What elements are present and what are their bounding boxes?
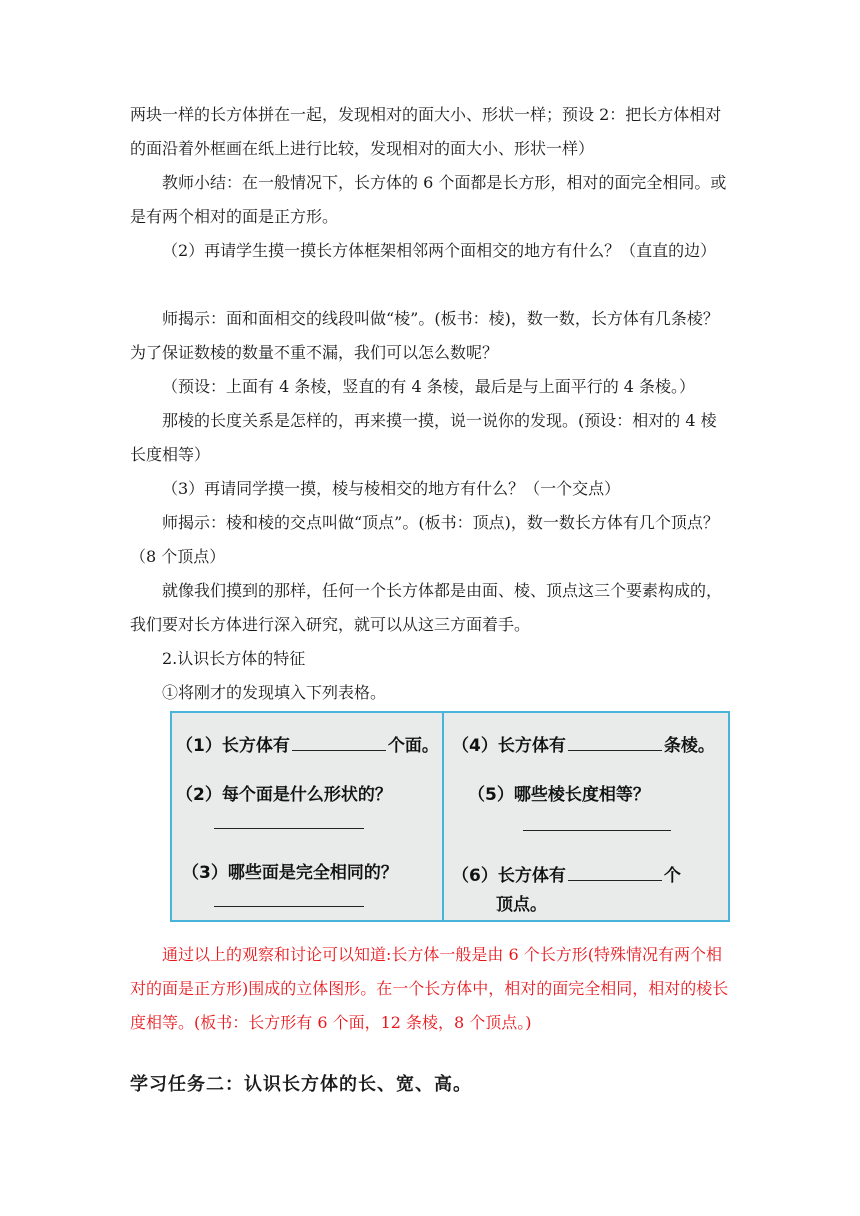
question-faces-label: （1）长方体有: [176, 736, 290, 756]
paragraph-question-2: （2）再请学生摸一摸长方体框架相邻两个面相交的地方有什么？（直直的边）: [162, 241, 717, 260]
question-edges-label: （4）长方体有: [452, 736, 566, 756]
question-identical-faces: （3）哪些面是完全相同的？: [182, 863, 398, 883]
answer-line-identical-faces: [214, 906, 364, 907]
question-face-shape: （2）每个面是什么形状的？: [176, 785, 392, 805]
paragraph-elements: 就像我们摸到的那样，任何一个长方体都是由面、棱、顶点这三个要素构成的，我们要对长方体进行深入研究，就可以从这三方面着手。: [130, 581, 723, 634]
worksheet-figure: [170, 711, 730, 922]
task-two-heading: 学习任务二：认识长方体的长、宽、高。: [130, 1074, 472, 1095]
answer-blank-vertices: [568, 866, 662, 881]
answer-line-equal-edges: [523, 830, 671, 831]
answer-line-face-shape: [214, 828, 364, 829]
question-equal-edges: （5）哪些棱长度相等？: [468, 785, 650, 805]
answer-blank-faces: [292, 736, 386, 751]
question-vertices-label: （6）长方体有: [452, 866, 566, 886]
question-faces: [176, 731, 439, 756]
question-faces-suffix: 个面。: [387, 736, 439, 756]
question-vertices: [452, 861, 681, 886]
question-edges: [452, 731, 715, 756]
paragraph-edge-reveal: 师揭示：面和面相交的线段叫做“棱”。(板书：棱)，数一数，长方体有几条棱？为了保证数棱的数量不重不漏，我们可以怎么数呢？: [130, 309, 719, 362]
figure-divider: [442, 713, 444, 920]
question-vertices-end: 顶点。: [496, 895, 547, 915]
paragraph-teacher-summary: 教师小结：在一般情况下，长方体的 6 个面都是长方形，相对的面完全相同。或是有两个相对的面是正方形。: [130, 173, 727, 226]
paragraph-preset: 两块一样的长方体拼在一起，发现相对的面大小、形状一样；预设 2：把长方体相对的面沿着外框画在纸上进行比较，发现相对的面大小、形状一样）: [130, 105, 722, 158]
question-vertices-suffix: 个: [663, 866, 681, 886]
conclusion-paragraph: 通过以上的观察和讨论可以知道:长方体一般是由 6 个长方形(特殊情况有两个相对的面是正方形)围成的立体图形。在一个长方体中，相对的面完全相同，相对的棱长度相等。(板书：长方形有 6 个面，12 条棱，8 个顶点。): [130, 945, 729, 1032]
paragraph-edge-preset: （预设：上面有 4 条棱，竖直的有 4 条棱，最后是与上面平行的 4 条棱。）: [162, 377, 696, 396]
paragraph-question-3: （3）再请同学摸一摸，棱与棱相交的地方有什么？（一个交点）: [162, 479, 621, 498]
paragraph-edge-length: 那棱的长度关系是怎样的，再来摸一摸，说一说你的发现。(预设：相对的 4 棱长度相等）: [130, 411, 717, 464]
paragraph-vertex-reveal: 师揭示：棱和棱的交点叫做“顶点”。(板书：顶点)，数一数长方体有几个顶点？（8 个顶点）: [130, 513, 719, 566]
paragraph-fill-table: ①将刚才的发现填入下列表格。: [162, 683, 387, 702]
answer-blank-edges: [568, 736, 662, 751]
section-title-features: 2.认识长方体的特征: [162, 649, 306, 668]
question-edges-suffix: 条棱。: [663, 736, 715, 756]
